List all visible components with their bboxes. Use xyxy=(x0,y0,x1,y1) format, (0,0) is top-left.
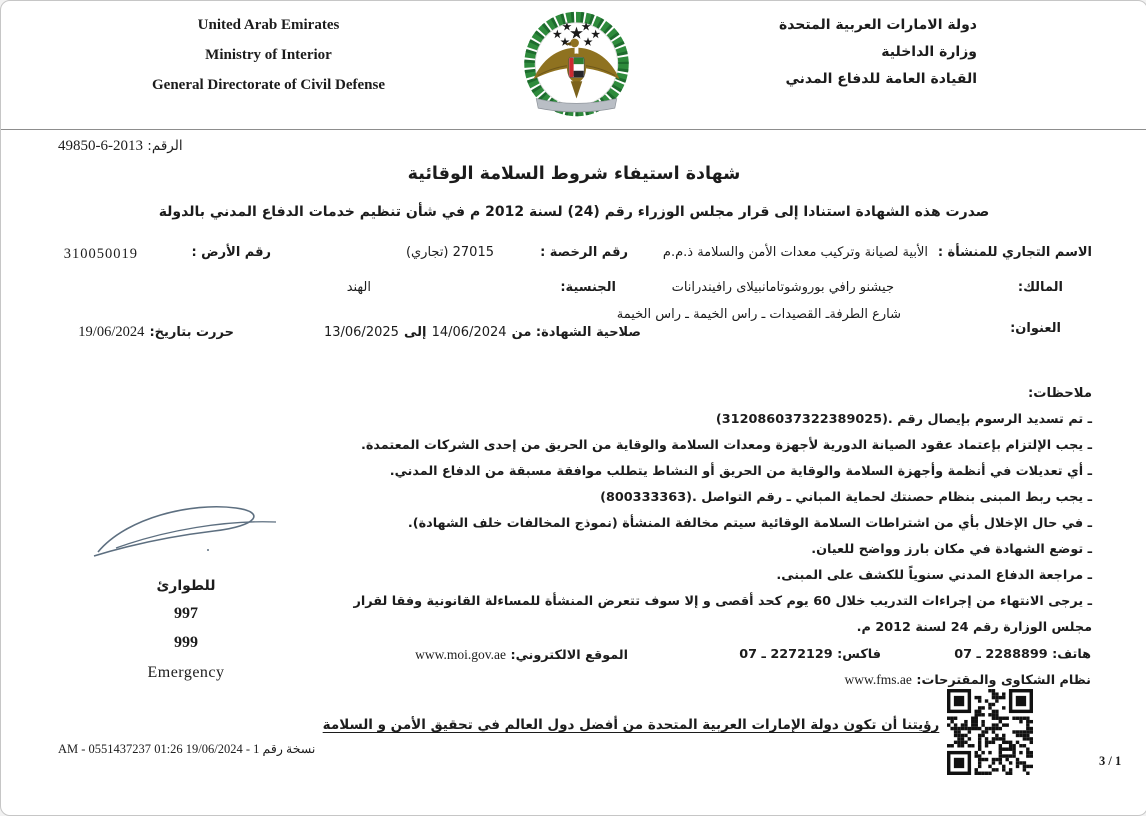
address-value: شارع الطرفةـ القصيدات ـ راس الخيمة ـ راس الخيمة xyxy=(616,307,901,322)
directorate-name-ar: القيادة العامة للدفاع المدني xyxy=(785,71,977,87)
country-name-en: United Arab Emirates xyxy=(197,17,340,33)
note-item: ـ يجب ربط المبنى بنظام حصنتك لحماية المباني ـ رقم التواصل .(800333363) xyxy=(600,490,1092,505)
note-item: ـ توضع الشهادة في مكان بارز وواضح للعيان. xyxy=(811,542,1092,557)
certificate-subtitle: صدرت هذه الشهادة استنادا إلى قرار مجلس الوزراء رقم (24) لسنة 2012 م في شأن تنظيم خدمات الدفاع المدني بالدولة xyxy=(158,204,990,220)
document-number-label: الرقم: xyxy=(147,138,183,154)
note-item: ـ يرجى الانتهاء من إجراءات التدريب خلال 60 يوم كحد أقصى و إلا سوف تتعرض المنشأة للمساءلة القانونية وفقا لقرار مجلس الوزارة رقم 24 لسنة 2012 م. xyxy=(353,594,1092,635)
copy-info: نسخة رقم 1 - 19/06/2024 01:26 AM - 0551437237 xyxy=(58,742,316,756)
website-url: www.moi.gov.ae xyxy=(415,647,506,662)
emergency-title-en: Emergency xyxy=(147,664,225,681)
phone-number: هاتف: 2288899 ـ 07 xyxy=(954,647,1091,662)
notes-heading: ملاحظات: xyxy=(1027,386,1092,401)
address-label: العنوان: xyxy=(1010,321,1061,336)
header-divider xyxy=(1,129,1146,130)
moi-emblem-icon xyxy=(519,6,634,124)
emergency-block xyxy=(61,498,311,682)
trade-name-value: الأبية لصيانة وتركيب معدات الأمن والسلامة ذ.م.م xyxy=(662,245,928,260)
complaints-system xyxy=(845,672,1091,688)
nationality-value: الهند xyxy=(346,280,371,295)
complaints-label: نظام الشكاوى والمقترحات: xyxy=(916,673,1091,688)
emergency-number-999: 999 xyxy=(174,634,198,651)
land-number-value: 310050019 xyxy=(63,246,138,262)
document-number-value: 2013-6-49850 xyxy=(58,138,143,154)
note-item: ـ مراجعة الدفاع المدني سنوياً للكشف على المبنى. xyxy=(776,568,1092,583)
directorate-name-en: General Directorate of Civil Defense xyxy=(152,77,385,93)
certificate-title: شهادة استيفاء شروط السلامة الوقائية xyxy=(407,164,741,184)
signature xyxy=(86,498,286,564)
note-item: ـ يجب الإلتزام بإعتماد عقود الصيانة الدورية لأجهزة ومعدات السلامة والوقاية من الحريق من إحدى الشركات المعتمدة. xyxy=(360,438,1092,453)
page-indicator: 3 / 1 xyxy=(1099,754,1122,768)
emergency-title-ar: للطوارئ xyxy=(156,578,216,594)
document-number xyxy=(58,138,183,155)
country-name-ar: دولة الامارات العربية المتحدة xyxy=(778,17,977,33)
validity-to-label: إلى xyxy=(404,325,427,340)
notes-section xyxy=(347,381,1092,641)
header-english xyxy=(141,17,396,107)
owner-label: المالك: xyxy=(1017,280,1063,295)
license-number-value: 27015 (تجاري) xyxy=(405,245,494,260)
license-number-label: رقم الرخصة : xyxy=(540,245,628,260)
fax-number: فاكس: 2272129 ـ 07 xyxy=(739,647,881,662)
validity-label: صلاحية الشهادة: من xyxy=(511,325,641,340)
validity-to-date: 13/06/2025 xyxy=(323,325,399,340)
validity-period xyxy=(324,321,641,340)
nationality-label: الجنسية: xyxy=(560,280,616,295)
issue-date xyxy=(78,321,234,341)
issue-date-value: 19/06/2024 xyxy=(78,324,145,340)
land-number-label: رقم الأرض : xyxy=(191,245,271,260)
vision-statement: رؤيتنا أن تكون دولة الإمارات العربية المتحدة من أفضل دول العالم في تحقيق الأمن و السلامة xyxy=(322,717,940,733)
emergency-number-997: 997 xyxy=(174,605,198,622)
ministry-name-en: Ministry of Interior xyxy=(205,47,332,63)
note-item: ـ أي تعديلات في أنظمة وأجهزة السلامة والوقاية من الحريق أو النشاط يتطلب موافقة مسبقة من الدفاع المدني. xyxy=(389,464,1092,479)
complaints-url: www.fms.ae xyxy=(844,672,912,687)
website xyxy=(415,647,628,663)
validity-from-date: 14/06/2024 xyxy=(431,325,507,340)
owner-value: جيشنو رافي بوروشوتامانبيلاى رافيندرانات xyxy=(671,280,894,295)
trade-name-label: الاسم التجاري للمنشأة : xyxy=(937,245,1092,260)
note-item: ـ في حال الإخلال بأي من اشتراطات السلامة الوقائية سيتم مخالفة المنشأة (نموذج المخالفات خلف الشهادة). xyxy=(407,516,1092,531)
header-arabic xyxy=(677,17,977,98)
website-label: الموقع الالكتروني: xyxy=(510,648,628,663)
issue-date-label: حررت بتاريخ: xyxy=(149,325,234,340)
note-item: ـ تم تسديد الرسوم بإيصال رقم .(312086037322389025) xyxy=(715,412,1092,427)
ministry-name-ar: وزارة الداخلية xyxy=(881,44,977,60)
